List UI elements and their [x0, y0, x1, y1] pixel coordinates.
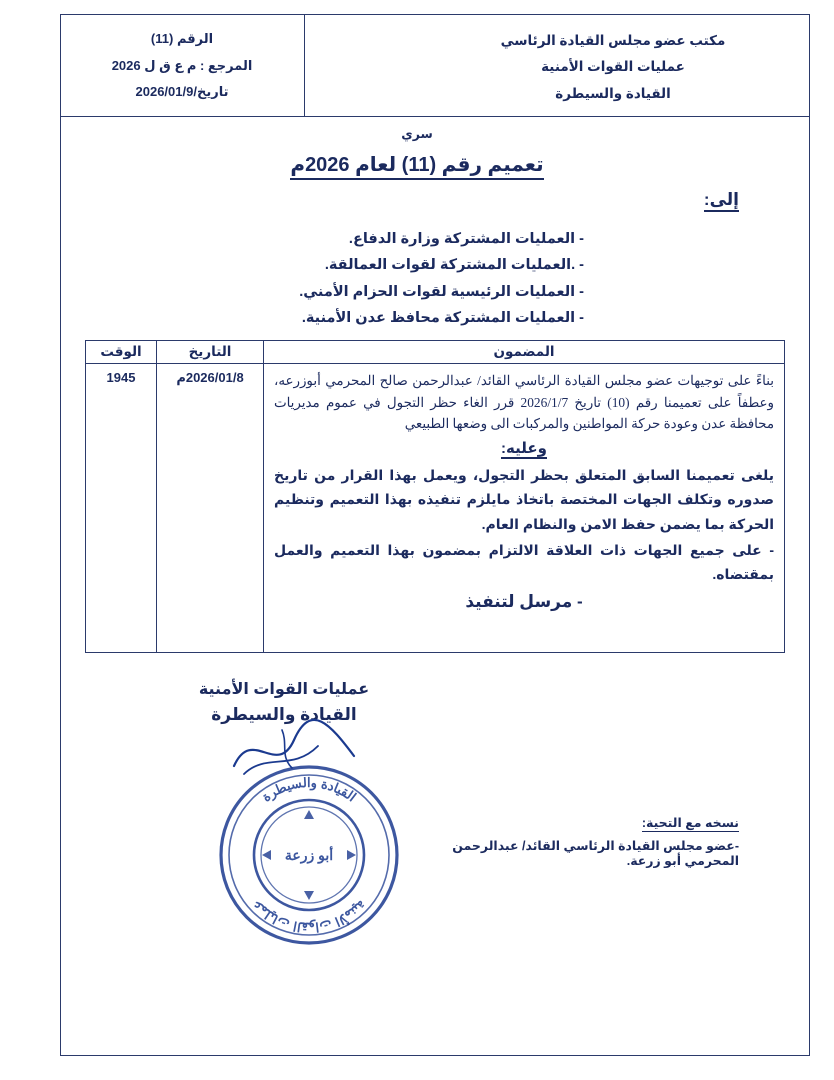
document-header — [60, 14, 810, 117]
list-item: - .العمليات المشتركة لقوات العمالقة. — [324, 257, 584, 274]
official-stamp — [214, 760, 404, 950]
reference-code: المرجع : م ع ق ل 2026 — [111, 57, 253, 73]
reference-block — [60, 14, 305, 117]
content-paragraph-3: - على جميع الجهات ذات العلاقة الالتزام بمضمون بهذا التعميم والعمل بمقتضاه. — [274, 541, 774, 582]
content-table — [85, 340, 785, 653]
office-line-1: مكتب عضو مجلس القيادة الرئاسي — [500, 33, 726, 48]
page-title — [0, 152, 834, 177]
copy-note-block — [409, 814, 739, 868]
list-item: - العمليات المشتركة وزارة الدفاع. — [348, 231, 584, 247]
column-header-time: الوقت — [86, 341, 157, 364]
signature-line-1: عمليات القوات الأمنية — [198, 681, 370, 698]
svg-text:أبو زرعة: أبو زرعة — [284, 847, 334, 863]
content-heading-accordingly-text: وعليه: — [501, 440, 547, 458]
content-paragraph-2: يلغى تعميمنا السابق المتعلق بحظر التجول، ويعمل بهذا القرار من تاريخ صدوره وتكلف الجهات المختصة باتخاذ مايلزم تنفيذه بهذا التعميم وتنظيم الحركة بما يضمن حفظ الامن والنظام العام. — [274, 467, 774, 532]
cell-time: 1945 — [86, 364, 157, 653]
issuing-office-block — [440, 14, 810, 107]
table-row — [86, 364, 785, 653]
recipients-list — [174, 226, 734, 332]
cell-date: 2026/01/8م — [157, 364, 264, 653]
cell-content — [264, 364, 785, 653]
content-table-wrapper — [85, 340, 785, 653]
content-execution-note: - مرسل لتنفيذ — [465, 591, 583, 611]
copy-note-line: -عضو مجلس القيادة الرئاسي القائد/ عبدالرحمن المحرمي أبو زرعة. — [452, 839, 739, 868]
list-item: - العمليات المشتركة محافظ عدن الأمنية. — [301, 310, 584, 327]
reference-date: تاريخ/2026/01/9 — [135, 84, 229, 100]
list-item: - العمليات الرئيسية لقوات الحزام الأمني. — [299, 283, 584, 300]
classification-label: سري — [401, 127, 433, 141]
office-line-2: عمليات القوات الأمنية — [541, 59, 685, 75]
addressee-label-text: إلى: — [704, 190, 739, 212]
page-title-text: تعميم رقم (11) لعام 2026م — [290, 154, 543, 180]
reference-number: الرقم (11) — [150, 31, 214, 46]
svg-text:عمليات القوات الأمنية: عمليات القوات الأمنية — [248, 897, 370, 936]
content-paragraph-1: بناءً على توجيهات عضو مجلس القيادة الرئاسي القائد/ عبدالرحمن صالح المحرمي أبوزرعه، وعطفاً على تعميمنا رقم (10) تاريخ 2026/1/7 قرر الغاء حظر التجول في عموم مديريات محافظة عدن وعودة حركة المواطنين والمركبات الى وضعها الطبيعي — [274, 373, 774, 432]
svg-text:القيادة والسيطرة: القيادة والسيطرة — [259, 774, 360, 805]
signature-line-2: القيادة والسيطرة — [211, 705, 357, 724]
table-header-row — [86, 341, 785, 364]
copy-note-title: نسخه مع التحية: — [641, 816, 739, 830]
addressee-label — [704, 190, 739, 210]
column-header-date: التاريخ — [157, 341, 264, 364]
office-line-3: القيادة والسيطرة — [555, 85, 671, 101]
column-header-content: المضمون — [264, 341, 785, 364]
content-heading-accordingly — [274, 437, 774, 461]
